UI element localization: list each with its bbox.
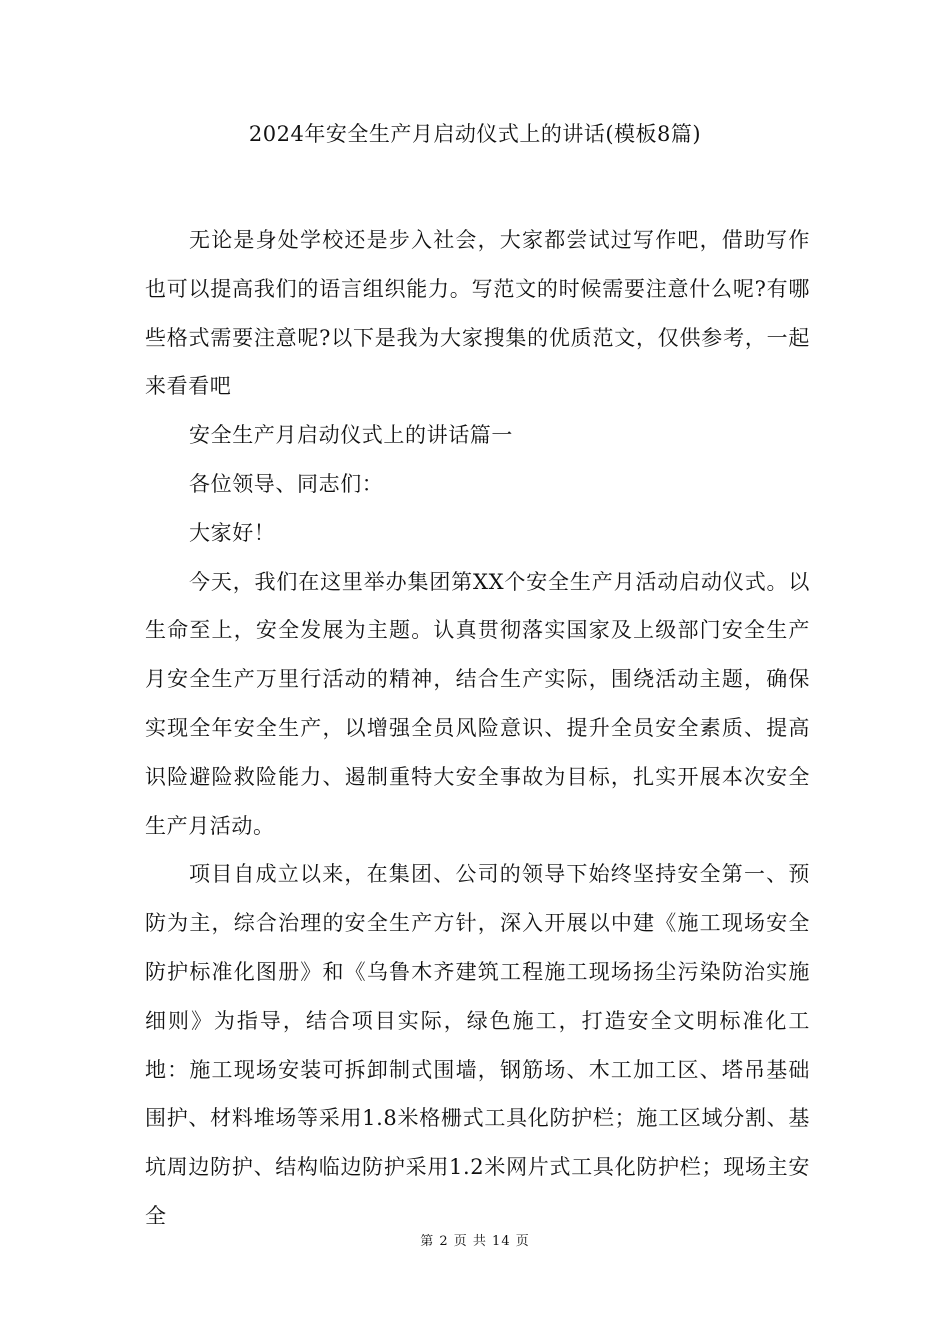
greeting: 大家好！: [189, 520, 276, 545]
salutation: 各位领导、同志们：: [189, 471, 384, 496]
page-footer: 第 2 页 共 14 页: [420, 1234, 530, 1249]
section-heading: 安全生产月启动仪式上的讲话篇一: [189, 423, 513, 448]
intro-paragraph: 无论是身处学校还是步入社会，大家都尝试过写作吧，借助写作也可以提高我们的语言组织能力。写范文的时候需要注意什么呢?有哪些格式需要注意呢?以下是我为大家搜集的优质范文，仅供参考，一起来看看吧: [145, 228, 810, 399]
document-body: [145, 216, 810, 1241]
body-paragraph: 今天，我们在这里举办集团第XX个安全生产月活动启动仪式。以生命至上，安全发展为主题。认真贯彻落实国家及上级部门安全生产月安全生产万里行活动的精神，结合生产实际，围绕活动主题，确保实现全年安全生产，以增强全员风险意识、提升全员安全素质、提高识险避险救险能力、遏制重特大安全事故为目标，扎实开展本次安全生产月活动。: [145, 569, 810, 838]
document-title: 2024年安全生产月启动仪式上的讲话(模板8篇): [248, 122, 702, 146]
body-paragraph: 项目自成立以来，在集团、公司的领导下始终坚持安全第一、预防为主，综合治理的安全生产方针，深入开展以中建《施工现场安全防护标准化图册》和《乌鲁木齐建筑工程施工现场扬尘污染防治实施细则》为指导，结合项目实际，绿色施工，打造安全文明标准化工地：施工现场安装可拆卸制式围墙，钢筋场、木工加工区、塔吊基础围护、材料堆场等采用1.8米格栅式工具化防护栏；施工区域分割、基坑周边防护、结构临边防护采用1.2米网片式工具化防护栏；现场主安全: [145, 862, 810, 1228]
